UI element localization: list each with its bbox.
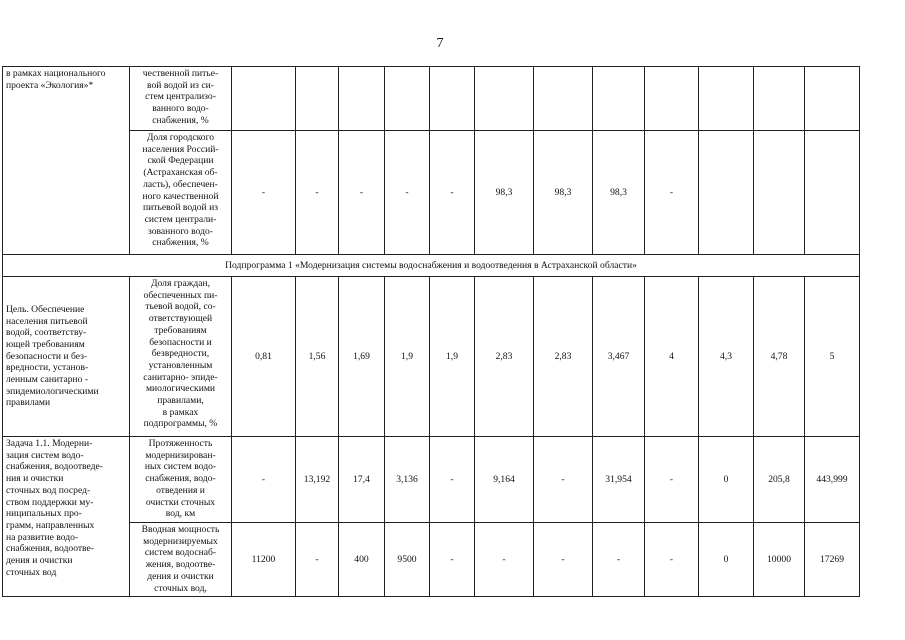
subprogram-title: Подпрограмма 1 «Модернизация системы водоснабжения и водоотведения в Астраханской области» bbox=[3, 255, 860, 277]
value-cell: 1,69 bbox=[339, 277, 385, 437]
value-cell bbox=[754, 67, 805, 131]
value-cell: 400 bbox=[339, 523, 385, 597]
page-number: 7 bbox=[436, 36, 444, 51]
table-row bbox=[3, 255, 860, 277]
value-cell: 17269 bbox=[805, 523, 860, 597]
value-cell: 0 bbox=[699, 437, 754, 523]
value-cell: 4,78 bbox=[754, 277, 805, 437]
value-cell: 1,9 bbox=[385, 277, 430, 437]
value-cell: - bbox=[593, 523, 645, 597]
value-cell: 4,3 bbox=[699, 277, 754, 437]
value-cell: 2,83 bbox=[475, 277, 534, 437]
value-cell bbox=[475, 67, 534, 131]
value-cell: - bbox=[232, 437, 296, 523]
table-row bbox=[3, 437, 860, 523]
value-cell: - bbox=[645, 131, 699, 255]
value-cell: - bbox=[645, 523, 699, 597]
indicator-cell: Протяженность модернизирован- ных систем водо- снабжения, водо- отведения и очистки сточных вод, км bbox=[130, 437, 232, 523]
value-cell bbox=[754, 131, 805, 255]
value-cell: 4 bbox=[645, 277, 699, 437]
value-cell: 10000 bbox=[754, 523, 805, 597]
table-row bbox=[3, 277, 860, 437]
value-cell: 13,192 bbox=[296, 437, 339, 523]
value-cell: - bbox=[645, 437, 699, 523]
value-cell bbox=[805, 131, 860, 255]
indicator-cell: Вводная мощность модернизируемых систем водоснаб- жения, водоотве- дения и очистки сточных вод, bbox=[130, 523, 232, 597]
value-cell: 98,3 bbox=[475, 131, 534, 255]
value-cell: - bbox=[430, 523, 475, 597]
value-cell bbox=[699, 67, 754, 131]
value-cell: 11200 bbox=[232, 523, 296, 597]
value-cell: 5 bbox=[805, 277, 860, 437]
value-cell bbox=[430, 67, 475, 131]
value-cell: 205,8 bbox=[754, 437, 805, 523]
value-cell: 9,164 bbox=[475, 437, 534, 523]
value-cell bbox=[385, 67, 430, 131]
value-cell: - bbox=[430, 131, 475, 255]
value-cell: 3,467 bbox=[593, 277, 645, 437]
value-cell bbox=[232, 67, 296, 131]
value-cell: 0 bbox=[699, 523, 754, 597]
table-row bbox=[3, 67, 860, 131]
value-cell: - bbox=[534, 437, 593, 523]
value-cell: 3,136 bbox=[385, 437, 430, 523]
value-cell: 9500 bbox=[385, 523, 430, 597]
value-cell bbox=[645, 67, 699, 131]
value-cell: - bbox=[385, 131, 430, 255]
value-cell: - bbox=[534, 523, 593, 597]
value-cell: - bbox=[296, 131, 339, 255]
value-cell: 2,83 bbox=[534, 277, 593, 437]
goal-cell: в рамках национального проекта «Экология»* bbox=[3, 67, 130, 255]
goal-cell: Цель. Обеспечение населения питьевой водой, соответству- ющей требованиям безопасности и без- вредности, установ- ленным санитарно - эпидемиологическими правилами bbox=[3, 277, 130, 437]
value-cell: - bbox=[232, 131, 296, 255]
goal-cell: Задача 1.1. Модерни- зация систем водо- снабжения, водоотведе- ния и очистки сточных вод посред- ством поддержки му- ниципальных про- грамм, направленных на развитие водо- снабжения, водоотве- дения и очистки сточных вод bbox=[3, 437, 130, 597]
indicator-cell: Доля граждан, обеспеченных пи- тьевой водой, со- ответствующей требованиям безопасности и безвредности, установленным санитарно- эпиде- миологическими правилами, в рамках подпрограммы, % bbox=[130, 277, 232, 437]
value-cell bbox=[534, 67, 593, 131]
indicator-cell: чественной питье- вой водой из си- стем централизо- ванного водо- снабжения, % bbox=[130, 67, 232, 131]
value-cell: - bbox=[430, 437, 475, 523]
indicator-cell: Доля городского населения Россий- ской Федерации (Астраханская об- ласть), обеспечен- ного качественной питьевой водой из систем централи- зованного водо- снабжения, % bbox=[130, 131, 232, 255]
value-cell: - bbox=[475, 523, 534, 597]
value-cell: 1,9 bbox=[430, 277, 475, 437]
value-cell: 98,3 bbox=[593, 131, 645, 255]
table-row bbox=[3, 131, 860, 255]
value-cell bbox=[339, 67, 385, 131]
value-cell bbox=[296, 67, 339, 131]
value-cell: 443,999 bbox=[805, 437, 860, 523]
value-cell: - bbox=[296, 523, 339, 597]
table-row bbox=[3, 523, 860, 597]
value-cell: 98,3 bbox=[534, 131, 593, 255]
value-cell: 31,954 bbox=[593, 437, 645, 523]
value-cell: - bbox=[339, 131, 385, 255]
value-cell bbox=[805, 67, 860, 131]
value-cell: 0,81 bbox=[232, 277, 296, 437]
value-cell bbox=[593, 67, 645, 131]
indicators-table bbox=[2, 66, 860, 597]
value-cell: 1,56 bbox=[296, 277, 339, 437]
value-cell bbox=[699, 131, 754, 255]
value-cell: 17,4 bbox=[339, 437, 385, 523]
